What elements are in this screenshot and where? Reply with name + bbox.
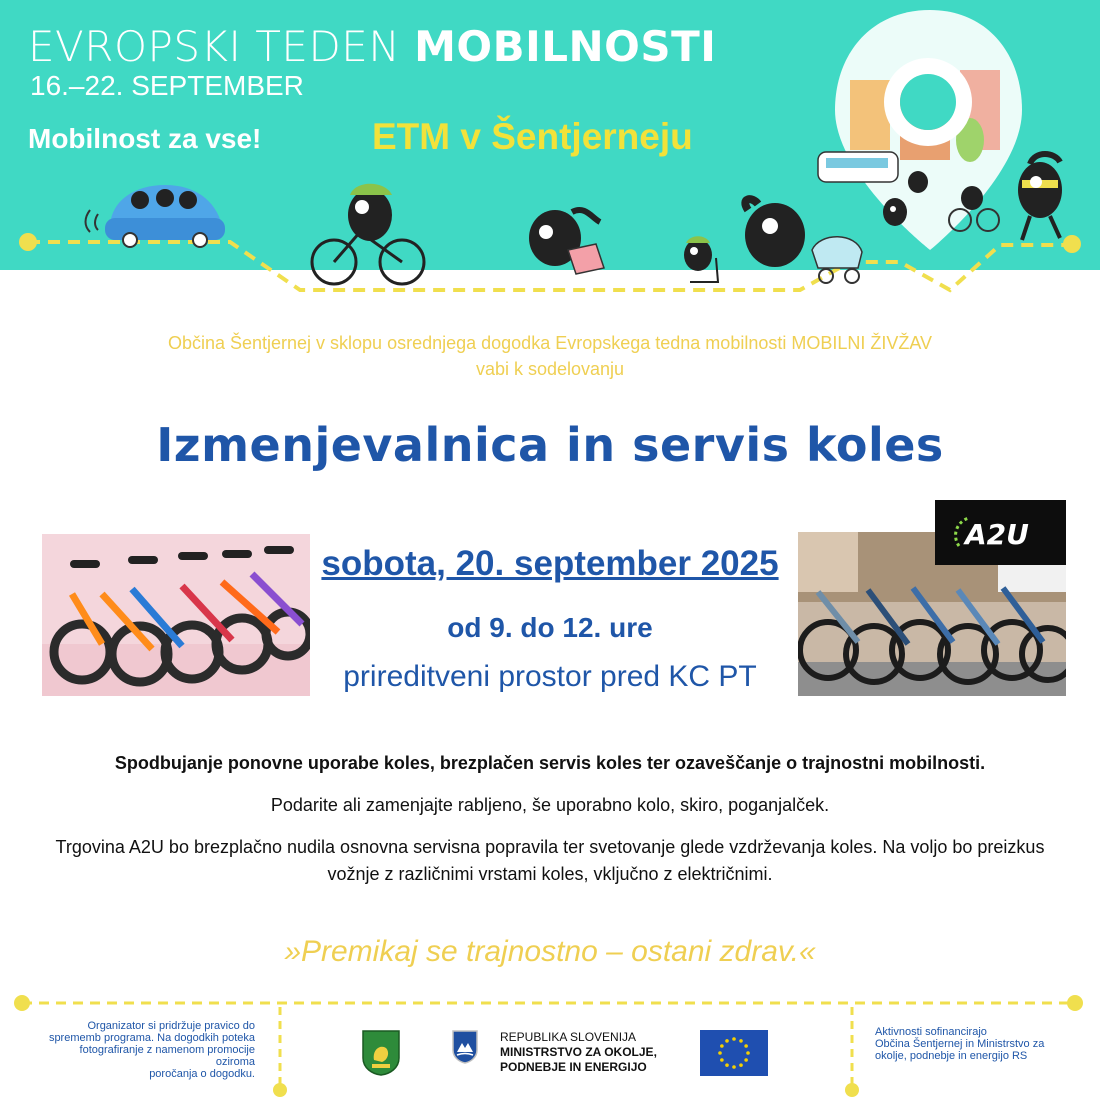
ministry-label (500, 1030, 657, 1075)
slogan: Mobilnost za vse! (28, 123, 262, 154)
balance-bikes-photo (42, 534, 310, 696)
eu-star (725, 1063, 729, 1067)
organizer-note-line: Organizator si pridržuje pravico do (87, 1020, 255, 1032)
eu-star (732, 1065, 736, 1069)
intro-text (80, 330, 1020, 382)
cofinancing-line: okolje, podnebje in energijo RS (875, 1050, 1028, 1062)
car-icon (86, 185, 226, 247)
eu-star (720, 1058, 724, 1062)
municipality-crest-icon (362, 1030, 400, 1076)
location-title: ETM v Šentjerneju (372, 116, 693, 157)
location-pin-icon (835, 10, 1022, 250)
eu-star (732, 1037, 736, 1041)
organizer-note-line: poročanja o dogodku. (149, 1068, 255, 1080)
title-light: EVROPSKI TEDEN (28, 22, 401, 71)
cofinancing-line: Občina Šentjernej in Ministrstvo za (875, 1038, 1045, 1050)
organizer-note (40, 1020, 255, 1080)
event-time: od 9. do 12. ure (447, 612, 653, 643)
summary-paragraph: Spodbujanje ponovne uporabe koles, brezplačen servis koles ter ozaveščanje o trajnostni mobilnosti. (114, 753, 986, 773)
tram-icon (818, 152, 898, 182)
organizer-note-line: fotografiranje z namenom promocije oziroma (79, 1044, 255, 1068)
event-series-dates: 16.–22. SEPTEMBER (30, 70, 304, 101)
event-series-title (28, 22, 716, 71)
organizer-note-line: sprememb programa. Na dogodkih poteka (48, 1032, 255, 1044)
eu-star (746, 1051, 750, 1055)
donate-paragraph: Podarite ali zamenjajte rabljeno, še uporabno kolo, skiro, poganjalček. (270, 795, 830, 815)
eu-star (725, 1039, 729, 1043)
intro-line-1: Občina Šentjernej v sklopu osrednjega dogodka Evropskega tedna mobilnosti MOBILNI ŽIVŽAV (167, 333, 933, 353)
pedestrian-icon (529, 210, 604, 274)
event-place: prireditveni prostor pred KC PT (343, 660, 757, 693)
motto: »Premikaj se trajnostno – ostani zdrav.« (284, 935, 816, 968)
cofinancing-note (875, 1026, 1075, 1062)
eu-star (744, 1044, 748, 1048)
cyclist-icon (312, 184, 424, 284)
eu-star (739, 1063, 743, 1067)
eu-star (739, 1039, 743, 1043)
service-paragraph (40, 834, 1060, 888)
eu-flag-icon (700, 1030, 768, 1076)
stroller-icon (745, 199, 862, 283)
event-date: sobota, 20. september 2025 (321, 544, 779, 583)
cofinancing-line: Aktivnosti sofinancirajo (875, 1026, 987, 1038)
runner-icon (1018, 154, 1062, 240)
service-line-1: Trgovina A2U bo brezplačno nudila osnovna servisna popravila ter svetovanje glede vzdrževanja koles. Na voljo bo preizkus (55, 837, 1045, 857)
eu-star (720, 1044, 724, 1048)
a2u-logo (935, 500, 1066, 565)
service-line-2: vožnje z različnimi vrstami koles, vključno z električnimi. (327, 864, 773, 884)
ministry-republic: REPUBLIKA SLOVENIJA (500, 1030, 637, 1044)
ministry-name-1: MINISTRSTVO ZA OKOLJE, (500, 1045, 657, 1059)
intro-line-2: vabi k sodelovanju (475, 359, 625, 379)
scooter-rider-icon (684, 236, 718, 282)
a2u-logo-text: A2U (965, 518, 1029, 551)
eu-star (718, 1051, 722, 1055)
title-bold: MOBILNOSTI (414, 22, 717, 71)
slovenia-crest-icon (452, 1030, 478, 1064)
event-headline: Izmenjevalnica in servis koles (156, 418, 944, 472)
eu-star (744, 1058, 748, 1062)
ministry-name-2: PODNEBJE IN ENERGIJO (500, 1060, 647, 1074)
